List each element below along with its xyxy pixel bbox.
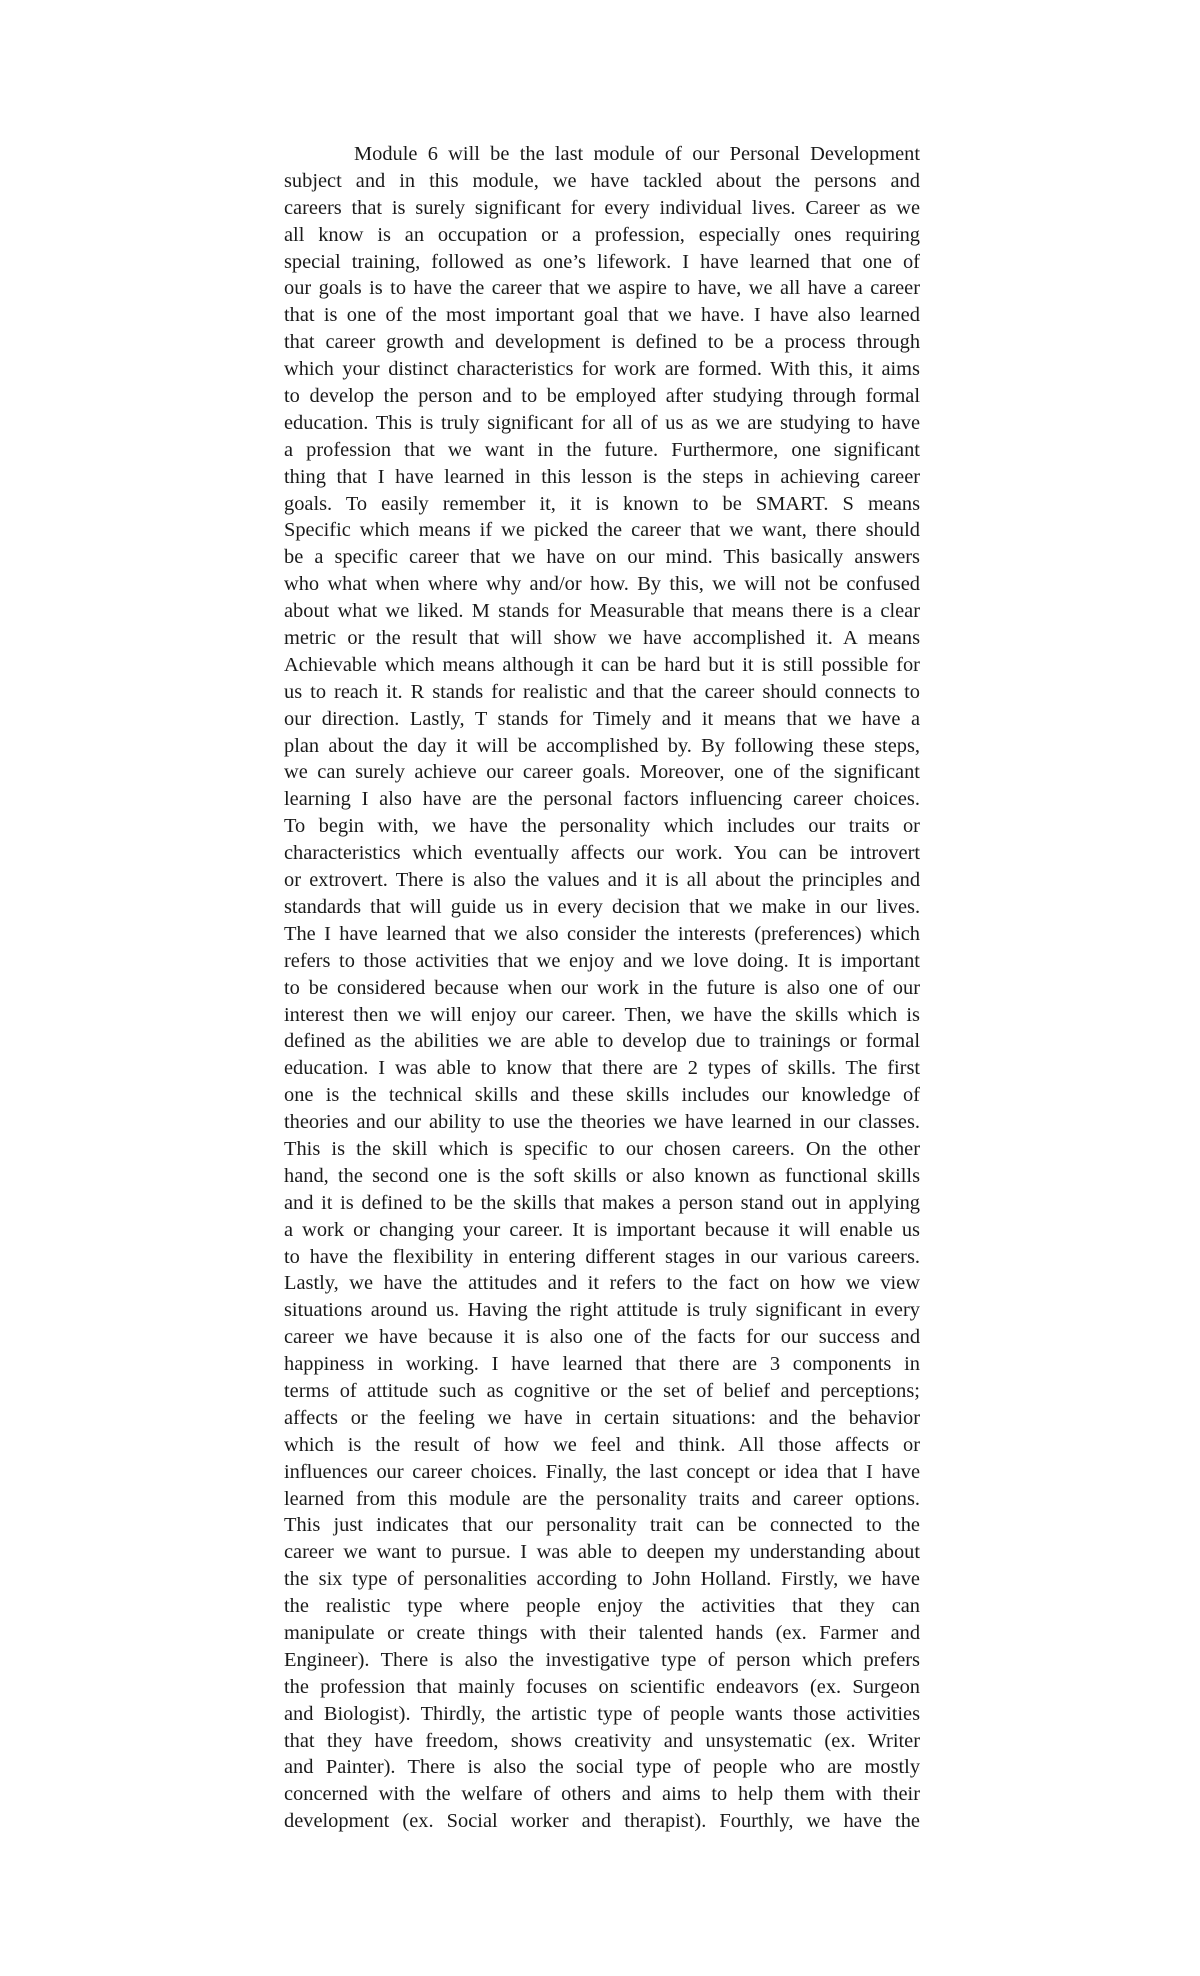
- text-line: situations around us. Having the right attitude is truly significant in every: [284, 1299, 920, 1322]
- text-line: career we have because it is also one of the facts for our success and: [284, 1326, 921, 1349]
- text-line: us to reach it. R stands for realistic and that the career should connects to: [284, 680, 920, 703]
- text-line: and Biologist). Thirdly, the artistic type of people wants those activities: [284, 1702, 921, 1725]
- text-line: about what we liked. M stands for Measurable that means there is a clear: [284, 600, 920, 623]
- body-paragraph: [284, 141, 920, 1835]
- text-line: hand, the second one is the soft skills or also known as functional skills: [284, 1164, 921, 1187]
- text-line: The I have learned that we also consider the interests (preferences) which: [284, 922, 920, 945]
- text-line: who what when where why and/or how. By this, we will not be confused: [284, 573, 920, 596]
- text-line: characteristics which eventually affects our work. You can be introvert: [284, 842, 921, 865]
- text-line: To begin with, we have the personality which includes our traits or: [284, 815, 920, 838]
- text-line: manipulate or create things with their talented hands (ex. Farmer and: [284, 1621, 921, 1644]
- text-line: we can surely achieve our career goals. Moreover, one of the significant: [284, 761, 920, 784]
- text-line: concerned with the welfare of others and aims to help them with their: [284, 1783, 920, 1806]
- text-line: be a specific career that we have on our mind. This basically answers: [284, 546, 920, 569]
- text-line: or extrovert. There is also the values and it is all about the principles and: [284, 869, 921, 892]
- text-line: that they have freedom, shows creativity and unsystematic (ex. Writer: [284, 1729, 921, 1752]
- text-line: which your distinct characteristics for work are formed. With this, it aims: [284, 358, 920, 381]
- text-line: defined as the abilities we are able to develop due to trainings or formal: [284, 1030, 920, 1053]
- text-line: Lastly, we have the attitudes and it refers to the fact on how we view: [284, 1272, 920, 1295]
- text-line: Achievable which means although it can be hard but it is still possible for: [284, 653, 920, 676]
- text-line: special training, followed as one’s lifework. I have learned that one of: [284, 250, 920, 273]
- text-line: and Painter). There is also the social type of people who are mostly: [284, 1756, 921, 1779]
- text-line: career we want to pursue. I was able to deepen my understanding about: [284, 1541, 921, 1564]
- text-line: learned from this module are the personality traits and career options.: [284, 1487, 920, 1510]
- text-line: goals. To easily remember it, it is known to be SMART. S means: [284, 492, 921, 515]
- text-line: and it is defined to be the skills that makes a person stand out in applying: [284, 1191, 921, 1214]
- text-line: to have the flexibility in entering different stages in our various careers.: [284, 1245, 920, 1268]
- text-line: education. This is truly significant for all of us as we are studying to have: [284, 411, 920, 434]
- text-line: the six type of personalities according to John Holland. Firstly, we have: [284, 1568, 920, 1591]
- text-line: happiness in working. I have learned that there are 3 components in: [284, 1353, 920, 1376]
- text-line: to develop the person and to be employed after studying through formal: [284, 385, 921, 408]
- text-line: a work or changing your career. It is important because it will enable us: [284, 1218, 920, 1241]
- text-line: careers that is surely significant for every individual lives. Career as we: [284, 196, 921, 219]
- text-line: theories and our ability to use the theories we have learned in our classes.: [284, 1111, 920, 1134]
- text-line: refers to those activities that we enjoy and we love doing. It is important: [284, 949, 920, 972]
- text-line: Module 6 will be the last module of our Personal Development: [354, 143, 920, 165]
- text-line: to be considered because when our work in the future is also one of our: [284, 976, 920, 999]
- text-line: metric or the result that will show we have accomplished it. A means: [284, 627, 921, 650]
- text-line: standards that will guide us in every decision that we make in our lives.: [284, 895, 921, 918]
- text-line: plan about the day it will be accomplished by. By following these steps,: [284, 734, 921, 757]
- text-line: influences our career choices. Finally, the last concept or idea that I have: [284, 1460, 920, 1483]
- text-line: thing that I have learned in this lesson is the steps in achieving career: [284, 465, 921, 488]
- text-line: affects or the feeling we have in certain situations: and the behavior: [284, 1406, 921, 1429]
- text-line: This just indicates that our personality trait can be connected to the: [284, 1514, 920, 1537]
- text-line: development (ex. Social worker and therapist). Fourthly, we have the: [284, 1810, 920, 1833]
- text-line: a profession that we want in the future. Furthermore, one significant: [284, 438, 920, 461]
- text-line: that career growth and development is defined to be a process through: [284, 331, 921, 354]
- text-line: Specific which means if we picked the career that we want, there should: [284, 519, 920, 542]
- text-line: This is the skill which is specific to our chosen careers. On the other: [284, 1137, 920, 1160]
- text-line: terms of attitude such as cognitive or the set of belief and perceptions;: [284, 1379, 920, 1402]
- text-line: all know is an occupation or a profession, especially ones requiring: [284, 223, 920, 246]
- text-line: learning I also have are the personal factors influencing career choices.: [284, 788, 920, 811]
- text-line: education. I was able to know that there are 2 types of skills. The first: [284, 1057, 921, 1080]
- text-line: interest then we will enjoy our career. Then, we have the skills which is: [284, 1003, 920, 1026]
- text-line: subject and in this module, we have tackled about the persons and: [284, 169, 920, 192]
- text-line: the profession that mainly focuses on scientific endeavors (ex. Surgeon: [284, 1675, 920, 1698]
- text-line: which is the result of how we feel and think. All those affects or: [284, 1433, 920, 1456]
- text-line: Engineer). There is also the investigative type of person which prefers: [284, 1648, 920, 1671]
- text-line: our direction. Lastly, T stands for Timely and it means that we have a: [284, 707, 921, 730]
- text-line: that is one of the most important goal that we have. I have also learned: [284, 304, 920, 327]
- text-line: our goals is to have the career that we aspire to have, we all have a career: [284, 277, 920, 300]
- text-line: the realistic type where people enjoy the activities that they can: [284, 1595, 920, 1618]
- text-line: one is the technical skills and these skills includes our knowledge of: [284, 1084, 920, 1107]
